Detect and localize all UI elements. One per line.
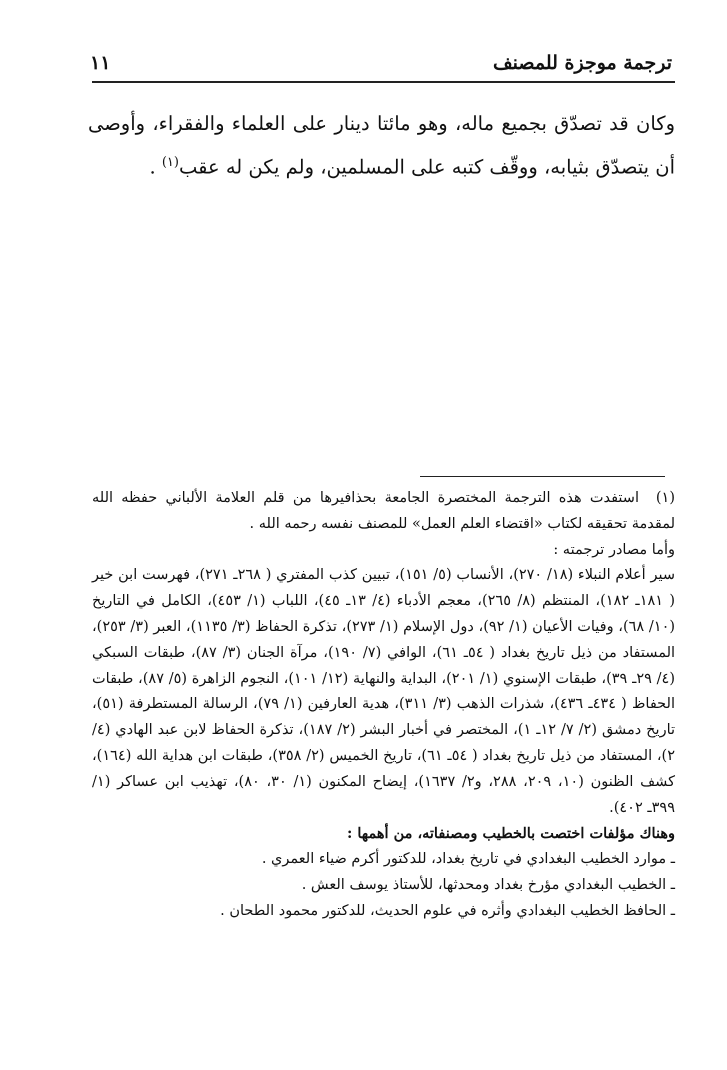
header-title: ترجمة موجزة للمصنف [492, 52, 672, 74]
footnote-section [92, 486, 675, 925]
footnote-reference: (١) [161, 155, 179, 170]
works-item: ـ الخطيب البغدادي مؤرخ بغداد ومحدثها، للأستاذ يوسف العش . [301, 876, 675, 893]
header-rule [92, 81, 675, 83]
footnote-intro [92, 486, 675, 538]
running-header [90, 52, 672, 80]
page-number: ١١ [90, 52, 111, 74]
works-item: ـ موارد الخطيب البغدادي في تاريخ بغداد، للدكتور أكرم ضياء العمري . [261, 851, 675, 868]
works-heading: وهناك مؤلفات اختصت بالخطيب ومصنفاته، من أهمها : [346, 825, 675, 843]
body-paragraph-text: وكان قد تصدّق بجميع ماله، وهو مائتا دينار على العلماء والفقراء، وأوصى أن يتصدّق بثيابه، ووقّف كتبه على المسلمين، ولم يكن له عقب [88, 112, 675, 179]
footnote-intro-text: استفدت هذه الترجمة المختصرة الجامعة بحذافيرها من قلم العلامة الألباني حفظه الله لمقدمة تحقيقه لكتاب «اقتضاء العلم العمل» للمصنف نفسه رحمه الله . [92, 490, 675, 532]
footnote-rule [420, 476, 665, 477]
body-paragraph [88, 104, 675, 187]
sources-heading: وأما مصادر ترجمته : [553, 541, 675, 558]
footnote-number: (١) [655, 490, 675, 506]
sources-list: سير أعلام النبلاء (١٨/ ٢٧٠)، الأنساب (٥/ ١٥١)، تبيين كذب المفتري ( ٢٦٨ـ ٢٧١)، فهرست ابن خير ( ١٨١ـ ١٨٢)، المنتظم (٨/ ٢٦٥)، معجم الأدباء (٤/ ١٣ـ ٤٥)، اللباب (١/ ٤٥٣)، الكامل في التاريخ (١٠/ ٦٨)، وفيات الأعيان (١/ ٩٢)، دول الإسلام (١/ ٢٧٣)، تذكرة الحفاظ (٣/ ١١٣٥)، العبر (٣/ ٢٥٣)، المستفاد من ذيل تاريخ بغداد ( ٥٤ـ ٦١)، الوافي (٧/ ١٩٠)، مرآة الجنان (٣/ ٨٧)، طبقات السبكي (٤/ ٢٩ـ ٣٩)، طبقات الإسنوي (١/ ٢٠١)، البداية والنهاية (١٢/ ١٠١)، النجوم الزاهرة (٥/ ٨٧)، طبقات الحفاظ ( ٤٣٤ـ ٤٣٦)، شذرات الذهب (٣/ ٣١١)، هدية العارفين (١/ ٧٩)، الرسالة المستطرفة (٥١)، تاريخ دمشق (٢/ ٧/ ١٢ـ ١)، المختصر في أخبار البشر (٢/ ١٨٧)، تذكرة الحفاظ لابن عبد الهادي (٤/ ٢)، المستفاد من ذيل تاريخ بغداد ( ٥٤ـ ٦١)، تاريخ الخميس (٢/ ٣٥٨)، طبقات ابن هداية الله (١٦٤)، كشف الظنون (١٠، ٢٠٩، ٢٨٨، و٢/ ١٦٣٧)، إيضاح المكنون (١/ ٣٠، ٨٠)، تهذيب ابن عساكر (١/ ٣٩٩ـ ٤٠٢). [92, 567, 676, 816]
body-paragraph-end: . [149, 155, 156, 179]
main-text [88, 104, 675, 187]
works-item: ـ الحافظ الخطيب البغدادي وأثره في علوم الحديث، للدكتور محمود الطحان . [220, 902, 675, 919]
